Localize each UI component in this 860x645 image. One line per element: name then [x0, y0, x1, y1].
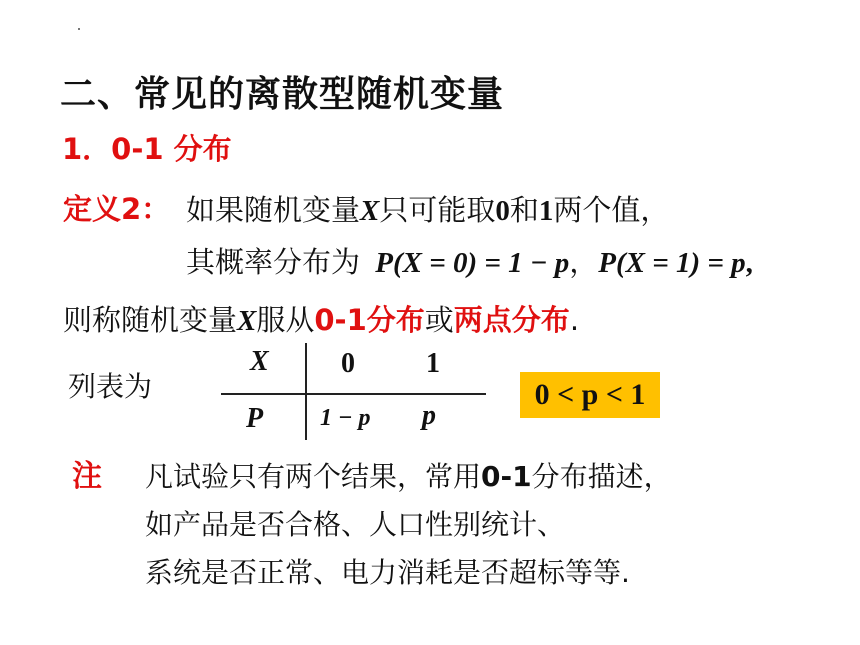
note-line-2: 如产品是否合格、人口性别统计、	[145, 508, 566, 541]
subsection-heading: 1．0-1 分布	[62, 132, 232, 166]
table-header-1: 1	[426, 348, 440, 379]
table-horizontal-rule	[221, 393, 486, 395]
term-two-point-distribution: 两点分布	[453, 303, 570, 337]
formula-p-x-1: P(X = 1) = p	[598, 247, 746, 279]
definition-line-3: 则称随机变量X服从0-1分布或两点分布.	[63, 303, 580, 337]
table-header-x: X	[250, 346, 269, 377]
formula-p-x-0: P(X = 0) = 1 − p	[375, 247, 570, 279]
definition-line-2: 其概率分布为 P(X = 0) = 1 − p，P(X = 1) = p,	[186, 245, 753, 279]
inequality-box: 0 < p < 1	[520, 372, 660, 418]
note-line-3: 系统是否正常、电力消耗是否超标等等.	[145, 556, 630, 589]
table-label: 列表为	[68, 370, 153, 403]
table-cell-1-minus-p: 1 − p	[320, 405, 371, 431]
table-row-p: P	[246, 403, 264, 434]
decorative-dot	[78, 28, 80, 30]
table-vertical-rule	[305, 343, 307, 440]
definition-label: 定义2：	[63, 192, 171, 226]
note-line-1: 凡试验只有两个结果，常用0-1分布描述，	[145, 460, 672, 493]
table-header-0: 0	[341, 348, 355, 379]
note-label: 注	[72, 459, 102, 494]
table-cell-p: p	[422, 400, 436, 431]
definition-line-1: 如果随机变量X只可能取0和1两个值，	[186, 193, 670, 227]
term-0-1-distribution: 0-1分布	[314, 303, 425, 337]
section-heading: 二、常见的离散型随机变量	[60, 74, 505, 115]
